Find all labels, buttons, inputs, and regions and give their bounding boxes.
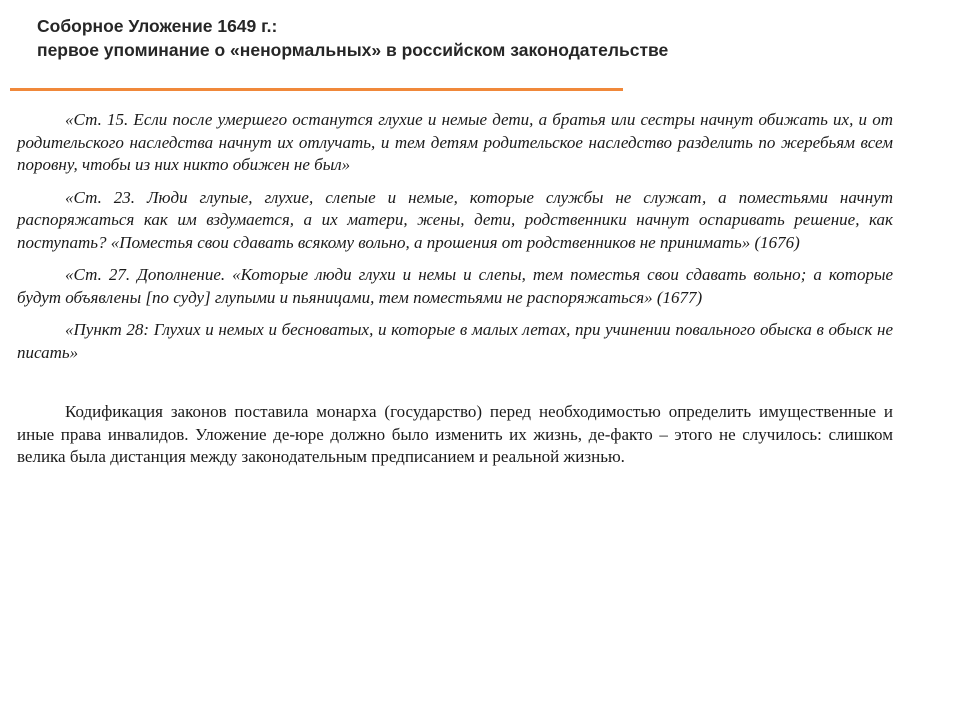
quote-article-23: «Ст. 23. Люди глупые, глухие, слепые и немые, которые службы не служат, а поместьями начнут распоряжаться как им вздумается, а их матери, жены, дети, родственники начнут оспаривать решение, как поступать? «Поместья свои сдавать всякому вольно, а прошения от родственников не принимать» (1676) (17, 187, 893, 252)
summary-paragraph: Кодификация законов поставила монарха (государство) перед необходимостью определить имущественные и иные права инвалидов. Уложение де-юре должно было изменить их жизнь, де-факто – этого не случилось: слишком велика была дистанция между законодательным предписанием и реальной жизнью. (17, 402, 893, 466)
quote-article-15: «Ст. 15. Если после умершего останутся глухие и немые дети, а братья или сестры начнут обижать их, и от родительского наследства начнут их отлучать, и тем детям родительское наследство разделить по жеребьям всем поровну, чтобы из них никто обижен не был» (17, 110, 893, 174)
title-underline-rule (10, 88, 623, 91)
slide-body (17, 109, 893, 469)
slide-subtitle: первое упоминание о «ненормальных» в российском законодательстве (37, 40, 669, 60)
quote-point-28: «Пункт 28: Глухих и немых и бесноватых, и которые в малых летах, при учинении повального обыска в обыск не писать» (17, 320, 893, 362)
slide-header (37, 14, 917, 62)
slide-title: Соборное Уложение 1649 г.: (37, 16, 278, 36)
quote-article-27: «Ст. 27. Дополнение. «Которые люди глухи и немы и слепы, тем поместья свои сдавать вольно; а которые будут объявлены [по суду] глупыми и пьяницами, тем поместьями не распоряжаться» (1677) (17, 265, 893, 307)
